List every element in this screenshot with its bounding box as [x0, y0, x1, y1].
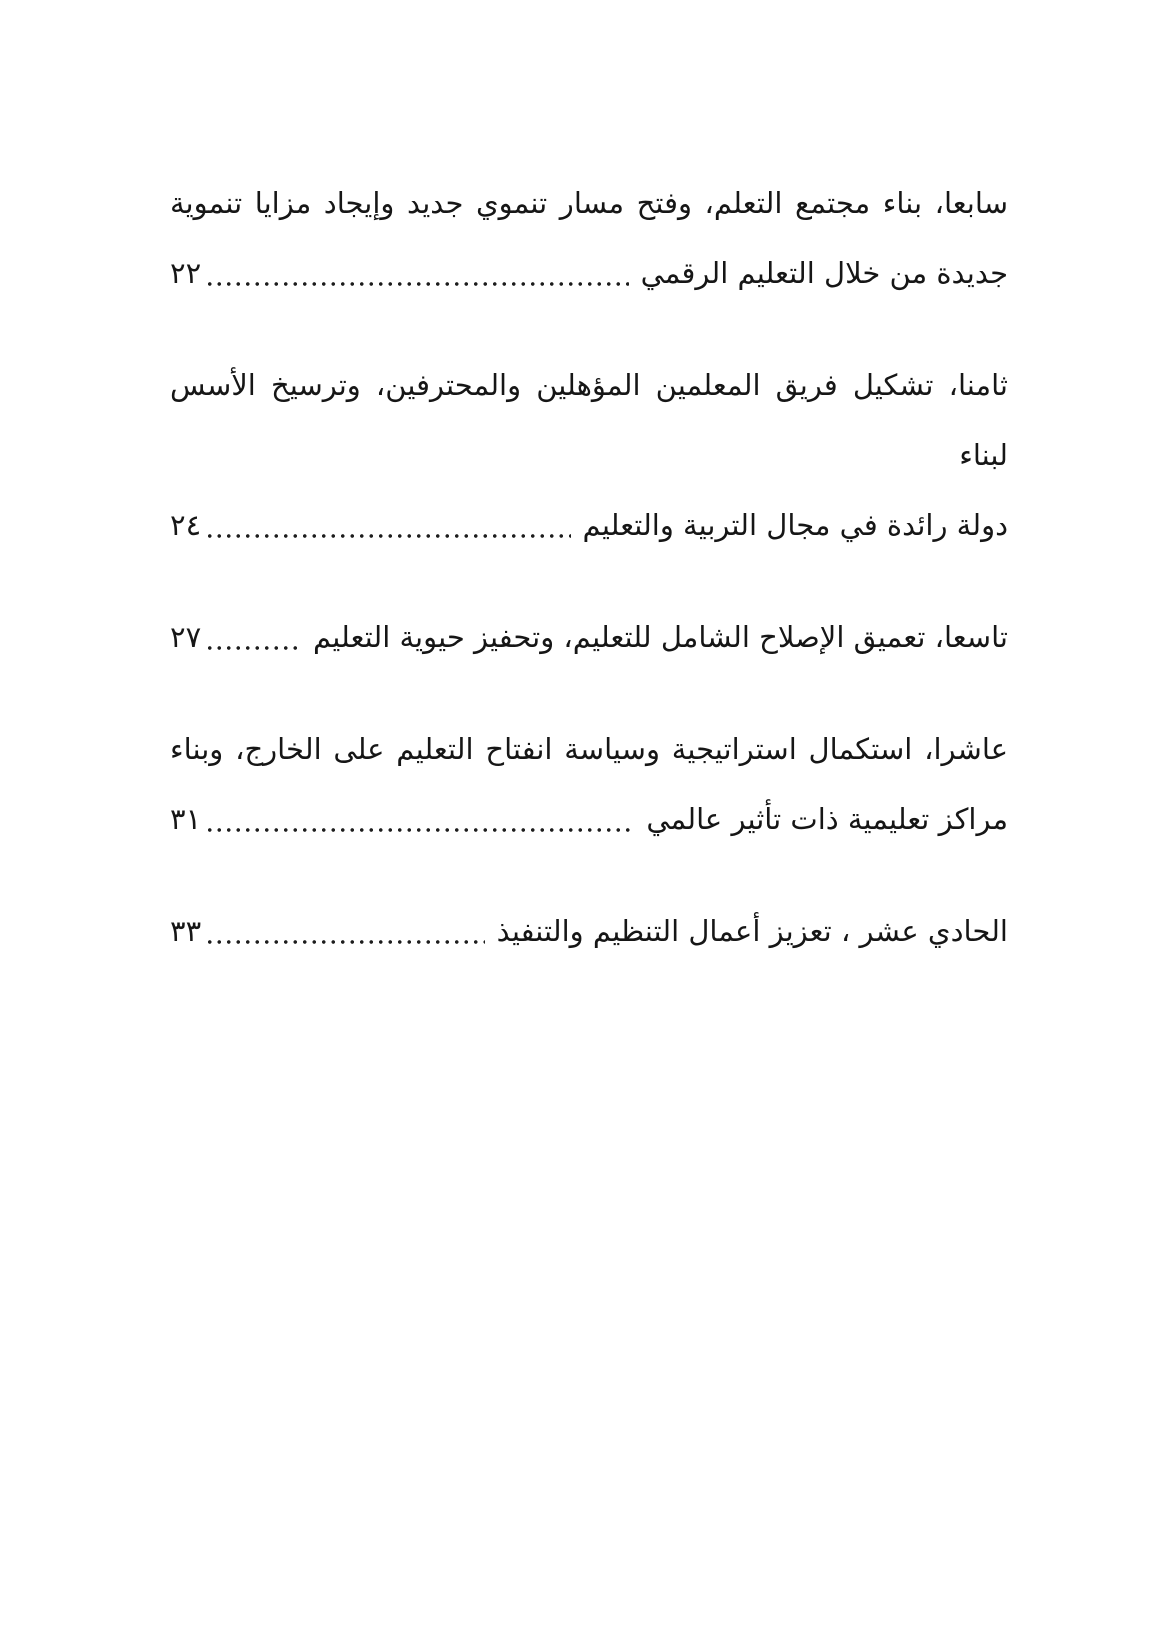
toc-entry-9-title: تاسعا، تعميق الإصلاح الشامل للتعليم، وتحفيز حيوية التعليم [313, 620, 1008, 654]
dot-leader [205, 534, 570, 538]
toc-entry-10-page-number: ٣١ [170, 802, 202, 836]
toc-entry-9 [170, 602, 1008, 672]
toc-entry-11 [170, 896, 1008, 966]
toc-entry-11-title: الحادي عشر ، تعزيز أعمال التنظيم والتنفيذ [496, 914, 1008, 948]
toc-entry-8-page-number: ٢٤ [170, 508, 202, 542]
dot-leader [205, 828, 634, 832]
toc-entry-7-title-line1: سابعا، بناء مجتمع التعلم، وفتح مسار تنموي جديد وإيجاد مزايا تنموية [170, 186, 1008, 220]
toc-entry-8-last-line [170, 490, 1008, 560]
toc-entry-8-title-line1: ثامنا، تشكيل فريق المعلمين المؤهلين والمحترفين، وترسيخ الأسس لبناء [170, 368, 1008, 472]
dot-leader [205, 940, 484, 944]
toc-entry-10-title-line1: عاشرا، استكمال استراتيجية وسياسة انفتاح التعليم على الخارج، وبناء [170, 732, 1008, 766]
toc-entry-10-title-line2: مراكز تعليمية ذات تأثير عالمي [646, 802, 1008, 836]
toc-entry-9-page-number: ٢٧ [170, 620, 202, 654]
toc-entry-7-page-number: ٢٢ [170, 256, 202, 290]
toc-entry-10-last-line [170, 784, 1008, 854]
toc-entry-7 [170, 168, 1008, 308]
toc-entry-9-last-line [170, 602, 1008, 672]
toc-entry-8-title-line2: دولة رائدة في مجال التربية والتعليم [582, 508, 1008, 542]
toc-entry-7-last-line [170, 238, 1008, 308]
dot-leader [205, 282, 628, 286]
toc-entry-7-title-line2: جديدة من خلال التعليم الرقمي [640, 256, 1008, 290]
toc-entry-11-last-line [170, 896, 1008, 966]
table-of-contents [170, 168, 1008, 966]
dot-leader [205, 646, 301, 650]
toc-entry-10 [170, 714, 1008, 854]
toc-entry-11-page-number: ٣٣ [170, 914, 202, 948]
toc-entry-8 [170, 350, 1008, 560]
